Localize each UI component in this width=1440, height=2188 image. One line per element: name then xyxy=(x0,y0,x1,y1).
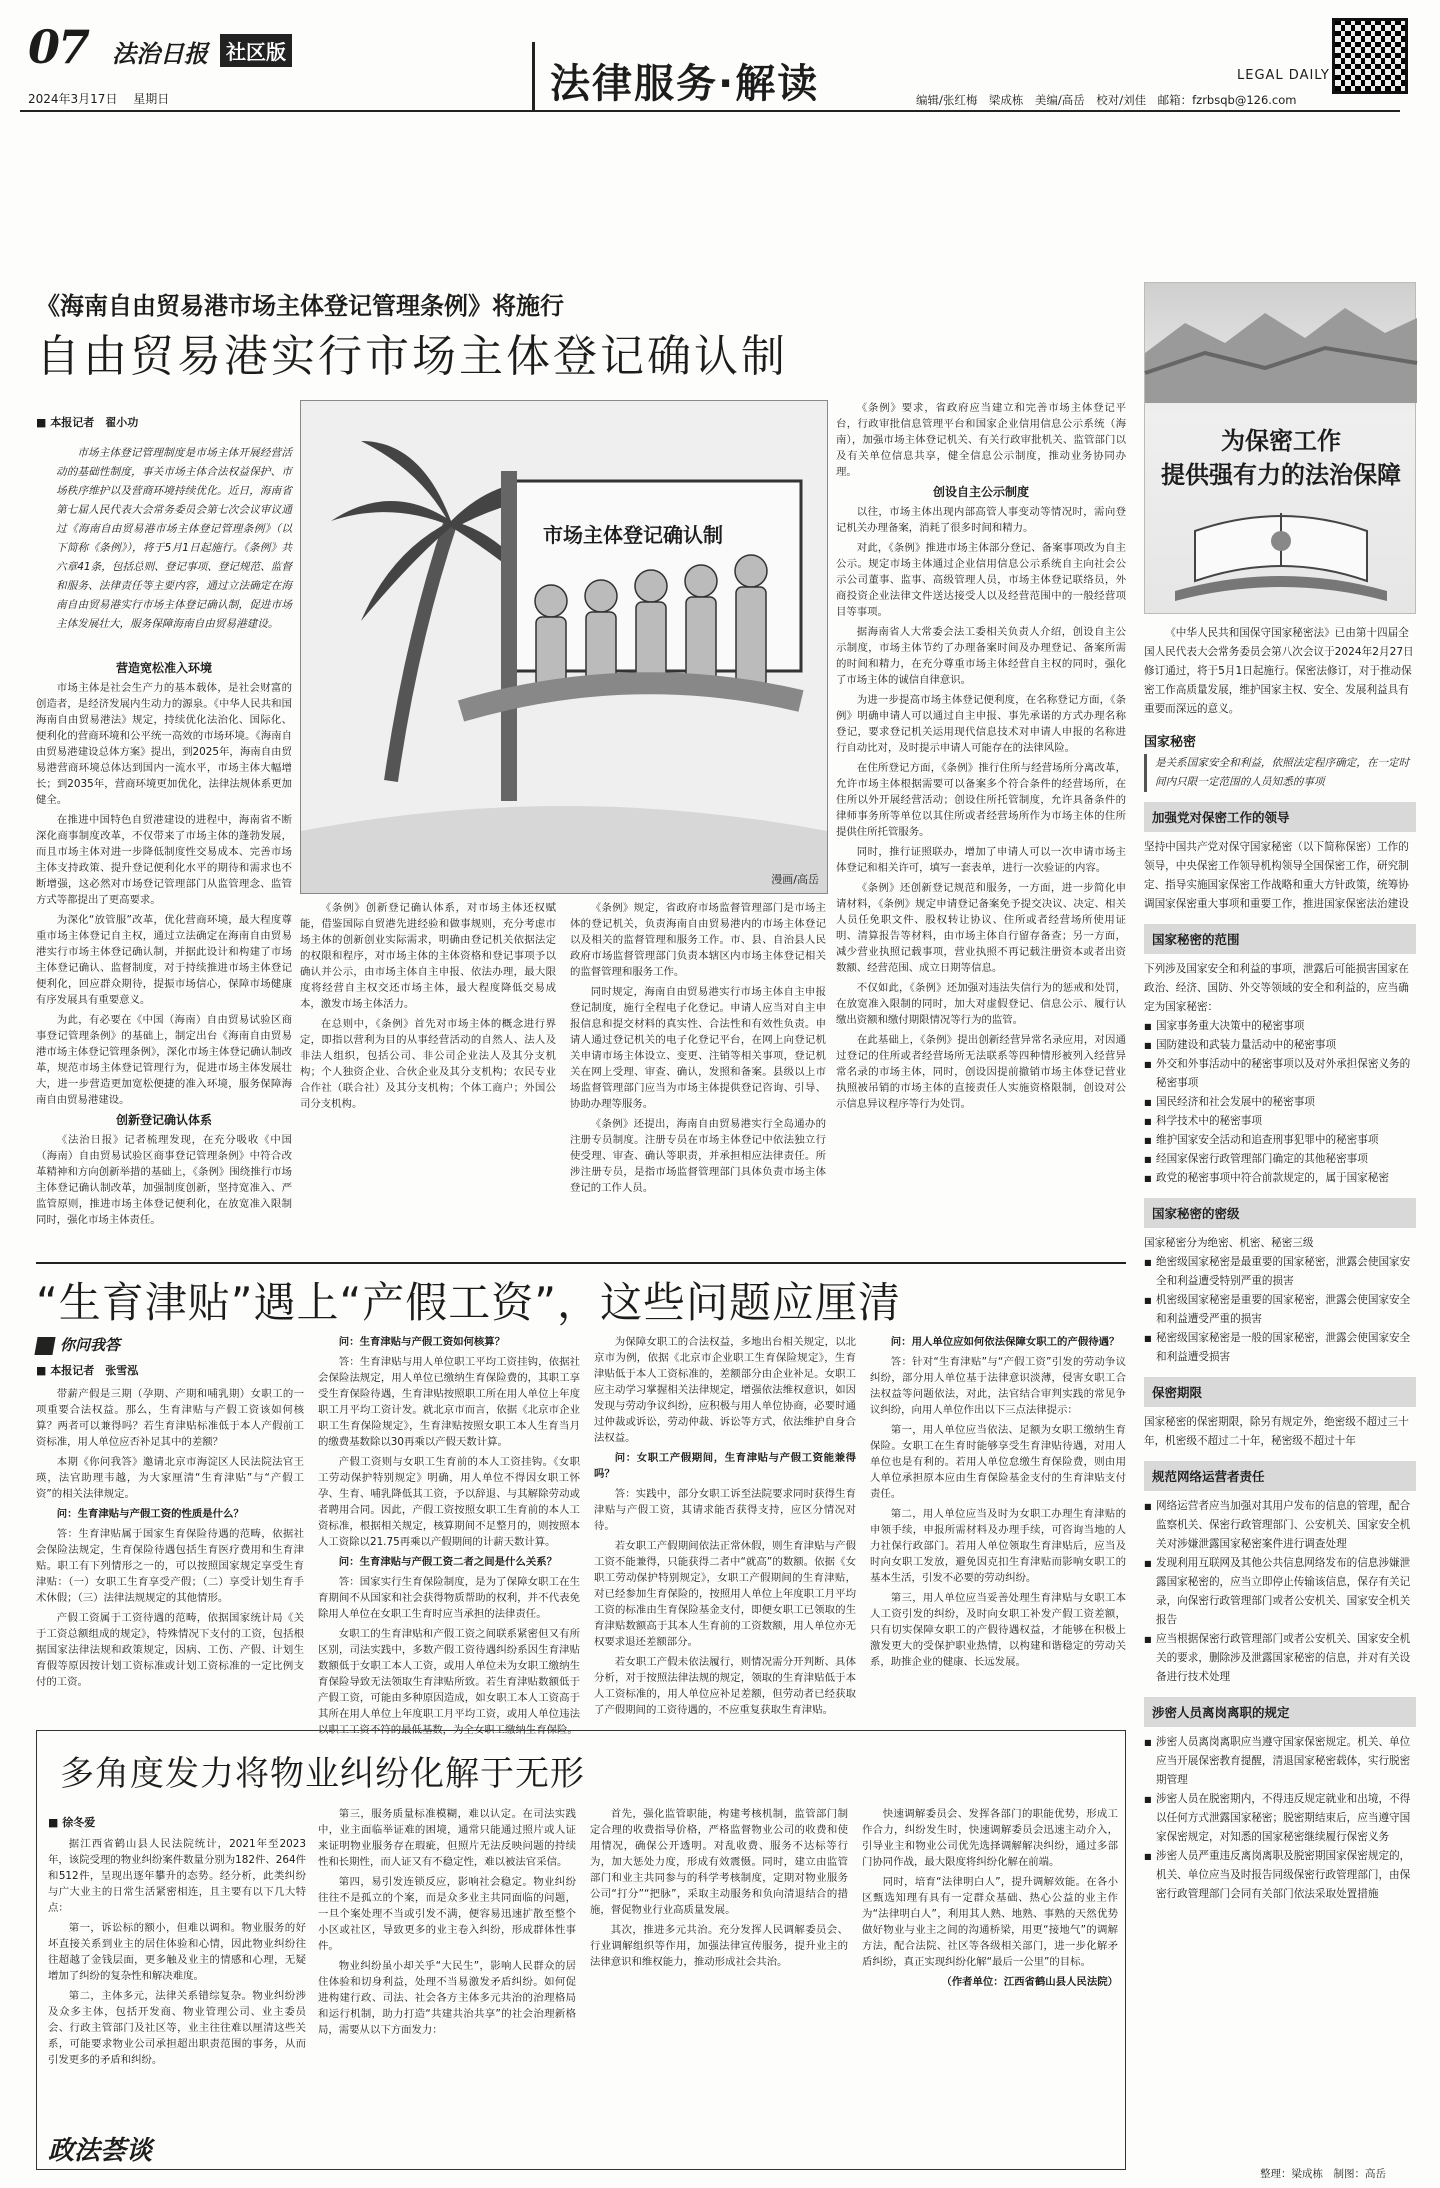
paper-name: 法治日报 xyxy=(112,39,208,68)
answer: 第一，用人单位应当依法、足额为女职工缴纳生育保险。女职工在生育时能够享受生育津贴待遇，对用人单位也是有利的。若用人单位怠缴生育保险费，则由用人单位承担原本应由生育保险基金支付的生育津贴支付责任。 xyxy=(870,1424,1126,1500)
question: 问：用人单位应如何依法保障女职工的产假待遇？ xyxy=(890,1336,1120,1348)
answer: 第二，用人单位应当及时为女职工办理生育津贴的申领手续，申报所需材料及办理手续，可咨询当地的人力社保行政部门。若用人单位领取生育津贴后，应当及时向女职工发放，避免因克扣生育津贴而影响女职工的基本生活，引发不必要的劳动纠纷。 xyxy=(870,1508,1126,1584)
paragraph: 《条例》要求，省政府应当建立和完善市场主体登记平台，行政审批信息管理平台和国家企业信用信息公示系统（海南），加强市场主体登记机关、有关行政审批机关、监管部门以及有关单位信息共享，健全信息公示制度，推动业务协同办理。 xyxy=(836,402,1126,478)
paragraph: 为进一步提高市场主体登记便利度，在名称登记方面，《条例》明确申请人可以通过自主申报、事先承诺的方式办理名称登记，要求登记机关运用现代信息技术对申请人申报的名称进行自动比对，及时提示申请人可能存在的法律风险。 xyxy=(836,694,1126,754)
answer: 女职工的生育津贴和产假工资之间联系紧密但又有所区别，司法实践中，多数产假工资待遇纠纷系因生育津贴数额低于女职工本人工资，或用人单位未为女职工缴纳生育保险导致无法领取生育津贴所致。若生育津贴数额低于产假工资，可能由多种原因造成，如女职工本人工资高于其所在用人单位上年度职工月平均工资，或用人单位违法以职工工资不符的最低基数，为全女职工缴纳生育保险。 xyxy=(318,1628,580,1736)
paragraph: 物业纠纷虽小却关乎“大民生”，影响人民群众的居住体验和切身利益，处理不当易激发矛盾纠纷。如何促进构建行政、司法、社会各方主体多元共治的治理格局和运行机制，助力打造“共建共治共享”的社会治理新格局，需要从以下方面发力： xyxy=(318,1960,576,2036)
section-head-leadership: 加强党对保密工作的领导 xyxy=(1144,802,1416,832)
paragraph: 《条例》规定，省政府市场监督管理部门是市场主体的登记机关，负责海南自由贸易港内的市场主体登记以及相关的监督管理和服务工作。市、县、自治县人民政府市场监督管理部门负责本辖区内市场主体登记相关的监督管理和服务工作。 xyxy=(570,902,826,978)
section-text-scope: 下列涉及国家安全和利益的事项，泄露后可能损害国家在政治、经济、国防、外交等领域的安全和利益的，应当确定为国家秘密： xyxy=(1144,963,1409,1013)
article-3-col-3 xyxy=(590,1806,848,2162)
list-item: ■ 涉密人员在脱密期内，不得违反规定就业和出境，不得以任何方式泄露国家秘密；脱密期结束后，应当遵守国家保密规定，对知悉的国家秘密继续履行保密义务 xyxy=(1144,1790,1416,1847)
paragraph: 第一，诉讼标的额小，但难以调和。物业服务的好坏直接关系到业主的居住体验和心情，因此物业纠纷往往超越了金钱层面，更多触及业主的情感和心理，无疑增加了纠纷的复杂性和解决难度。 xyxy=(48,1922,306,1982)
paragraph: 同时，培育“法律明白人”，提升调解效能。在各小区甄选知理有具有一定群众基础、热心公益的业主作为“法律明白人”，利用其人熟、地熟、事熟的天然优势做好物业与业主之间的沟通桥梁，用更“接地气”的调解方法，配合法院、社区等各级相关部门，进一步化解矛盾纠纷，真正实现纠纷化解“最后一公里”的目标。 xyxy=(862,1876,1118,1968)
list-item: ■ 秘密级国家秘密是一般的国家秘密，泄露会使国家安全和利益遭受损害 xyxy=(1144,1329,1416,1367)
answer: 答：生育津贴与用人单位职工平均工资挂钩，依据社会保险法规定，用人单位已缴纳生育保险费的，其职工享受生育保险待遇，生育津贴按照职工所在用人单位上年度职工月平均工资计发。就北京市而言，依据《北京市企业职工生育保险规定》，生育津贴按照女职工本人生育当月的缴费基数除以30再乘以产假天数计算。 xyxy=(318,1356,580,1448)
page-number: 07 xyxy=(28,20,89,74)
sidebar-title-line-2: 提供强有力的法治保障 xyxy=(1161,461,1401,489)
subhead-2: 创新登记确认体系 xyxy=(115,1113,212,1127)
paragraph: 《条例》还提出，海南自由贸易港实行全岛通办的注册专员制度。注册专员在市场主体登记中依法独立行使受理、审查、确认等职责，并承担相应法律责任。所涉注册专员，是指市场监督管理部门具体负责市场主体登记的工作人员。 xyxy=(570,1118,826,1194)
sidebar-title-line-1: 为保密工作 xyxy=(1221,427,1341,455)
list-item: ■ 机密级国家秘密是重要的国家秘密，泄露会使国家安全和利益遭受严重的损害 xyxy=(1144,1291,1416,1329)
issue-date xyxy=(28,90,169,107)
square-icon: ■ xyxy=(36,1364,51,1377)
paragraph: 《法治日报》记者梳理发现，在充分吸收《中国（海南）自由贸易试验区商事登记管理条例》中符合改革精神和方向创新举措的基础上，《条例》围绕推行市场主体登记确认制改革，加强制度创新，坚持宽准入、严监管原则，推进市场主体登记便利化，在放宽准入限制同时，强化市场主体责任。 xyxy=(36,1134,292,1226)
section-text-period: 国家秘密的保密期限，除另有规定外，绝密级不超过三十年，机密级不超过二十年，秘密级不超过十年 xyxy=(1144,1416,1409,1447)
sidebar-secrecy-law xyxy=(1144,282,1416,1904)
section-text-levels: 国家秘密分为绝密、机密、秘密三级 xyxy=(1144,1237,1314,1249)
article-1-col-2 xyxy=(300,900,556,1250)
sidebar-header-image xyxy=(1144,282,1416,614)
list-item: ■ 涉密人员离岗离职应当遵守国家保密规定。机关、单位应当开展保密教育提醒，清退国家秘密载体，实行脱密期管理 xyxy=(1144,1733,1416,1790)
law-book-illustration xyxy=(1145,501,1417,611)
article-1-kicker: 《海南自由贸易港市场主体登记管理条例》将施行 xyxy=(36,292,564,320)
paragraph: 在住所登记方面，《条例》推行住所与经营场所分离改革，允许市场主体根据需要可以备案多个符合条件的经营场所，在住所以外开展经营活动；创设住所托管制度，允许具备条件的律师事务所等单位以其住所或者经营场所作为市场主体的住所提供住所托管服务。 xyxy=(836,762,1126,838)
qr-code[interactable] xyxy=(1332,18,1408,94)
paragraph: 第三，服务质量标准模糊，难以认定。在司法实践中，业主面临举证难的困境，通常只能通过照片或人证来证明物业服务存在瑕疵，但照片无法反映问题的持续性和长期性，而人证又有不稳定性，难以被法官采信。 xyxy=(318,1808,576,1868)
paragraph: 以往，市场主体出现内部高管人事变动等情况时，需向登记机关办理备案，消耗了很多时间和精力。 xyxy=(836,506,1126,534)
paragraph: 同时规定，海南自由贸易港实行市场主体自主申报登记制度，施行全程电子化登记。申请人应当对自主申报信息和提交材料的真实性、合法性和有效性负责。申请人通过登记机关的电子化登记平台，在网上向登记机关申请市场主体设立、变更、注销等相关事项，登记机关在网上受理、审查、确认，发照和备案。县级以上市场监督管理部门应当为市场主体提供登记咨询、引导、协助办理等服务。 xyxy=(570,986,826,1110)
sidebar-credit: 整理：梁成栋 制图：高岳 xyxy=(1260,2168,1386,2180)
edition-badge: 社区版 xyxy=(220,34,292,67)
definition-text: 是关系国家安全和利益，依照法定程序确定，在一定时间内只限一定范围的人员知悉的事项 xyxy=(1144,754,1416,792)
great-wall-illustration xyxy=(1145,283,1417,403)
paragraph: 带薪产假是三期（孕期、产期和哺乳期）女职工的一项重要合法权益。那么，生育津贴与产假工资该如何核算？两者可以兼得吗？若生育津贴标准低于本人产假前工资标准，用人单位应否补足其中的差额？ xyxy=(36,1388,304,1448)
editor-credits: 编辑/张红梅 梁成栋 美编/高岳 校对/刘佳 邮箱：fzrbsqb@126.com xyxy=(916,93,1297,107)
list-item: ■ 国家事务重大决策中的秘密事项 xyxy=(1144,1017,1416,1036)
column-logo-zhengfa: 政法荟谈 xyxy=(48,2136,153,2166)
list-item: ■ 维护国家安全活动和追查刑事犯罪中的秘密事项 xyxy=(1144,1131,1416,1150)
section-head-scope: 国家秘密的范围 xyxy=(1144,924,1416,954)
cartoon-credit: 漫画/高岳 xyxy=(771,873,819,886)
article-1-title: 自由贸易港实行市场主体登记确认制 xyxy=(36,331,788,382)
square-icon: ■ xyxy=(36,416,51,429)
paragraph: 在此基础上，《条例》提出创新经营异常名录应用，对因通过登记的住所或者经营场所无法联系等四种情形被列入经营异常名录的市场主体，同时，创设因提前撤销市场主体登记营业执照被吊销的市场主体的直接责任人实施资格限制，创设对公示信息异议程序等行为处罚。 xyxy=(836,1034,1126,1110)
paragraph: 在推进中国特色自贸港建设的进程中，海南省不断深化商事制度改革，不仅带来了市场主体的蓬勃发展，而且市场主体对进一步降低制度性交易成本、完善市场主体支持政策、提升登记便利化水平的期待和需求也不断增强，这必然对市场登记管理部门从监管理念、监管方式等都提出了更高要求。 xyxy=(36,814,292,906)
article-2-byline: ■ 本报记者 张雪泓 xyxy=(36,1364,139,1377)
list-item: ■ 发现利用互联网及其他公共信息网络发布的信息涉嫌泄露国家秘密的，应当立即停止传输该信息，保存有关记录，向保密行政管理部门或者公安机关、国家安全机关报告 xyxy=(1144,1554,1416,1630)
cartoon-sign-text: 市场主体登记确认制 xyxy=(543,523,723,547)
paragraph: 首先，强化监管职能，构建考核机制，监管部门制定合理的收费指导价格，严格监督物业公司的收费和使用情况，确保公开透明。对乱收费、服务不达标等行为，加大惩处力度，形成有效震慑。同时，建立由监管部门和业主共同参与的科学考核制度，定期对物业服务公司“打分”“把脉”，采取主动服务和负向清退结合的措施，督促物业行业高质量发展。 xyxy=(590,1808,848,1916)
article-1-lead xyxy=(56,444,292,638)
paragraph: 第二，主体多元，法律关系错综复杂。物业纠纷涉及众多主体，包括开发商、物业管理公司、业主委员会、行政主管部门及社区等，业主往往难以厘清这些关系，可能要求物业公司承担超出职责范围的事务，从而引发更多的矛盾和纠纷。 xyxy=(48,1990,306,2066)
legal-daily-label: LEGAL DAILY xyxy=(1237,68,1330,83)
paragraph: 其次，推进多元共治。充分发挥人民调解委员会、行业调解组织等作用，加强法律宣传服务，提升业主的法律意识和维权能力，推动形成社会共治。 xyxy=(590,1924,848,1968)
section-title: 法律服务·解读 xyxy=(550,61,820,107)
list-item: ■ 经国家保密行政管理部门确定的其他秘密事项 xyxy=(1144,1150,1416,1169)
article-2-col-3 xyxy=(594,1334,856,1716)
list-item: ■ 网络运营者应当加强对其用户发布的信息的管理，配合监察机关、保密行政管理部门、公安机关、国家安全机关对涉嫌泄露国家秘密案件进行调查处理 xyxy=(1144,1497,1416,1554)
masthead-rule xyxy=(20,110,1400,112)
masthead xyxy=(20,14,1420,234)
cartoon-drawing xyxy=(301,401,827,893)
section-text-leadership: 坚持中国共产党对保守国家秘密（以下简称保密）工作的领导，中央保密工作领导机构领导全国保密工作，研究制定、指导实施国家保密工作战略和重大方针政策，统筹协调国家保密重大事项和重要工作，推进国家保密法治建设 xyxy=(1144,841,1409,910)
answer: 第三，用人单位应当妥善处理生育津贴与女职工本人工资引发的纠纷，及时向女职工补发产假工资差额，只有切实保障女职工的产假待遇权益，才能够在积极上激发更大的受保护职业热情，以构建和谐稳定的劳动关系，助推企业的健康、长远发展。 xyxy=(870,1592,1126,1668)
paragraph: 对此，《条例》推进市场主体部分登记、备案事项改为自主公示。规定市场主体通过企业信用信息公示系统自主向社会公示公司董事、监事、高级管理人员，市场主体登记联络员，外商投资企业法律文件送达接受人以及经营范围中的一般经营项目等事项。 xyxy=(836,542,1126,618)
question: 问：生育津贴与产假工资如何核算？ xyxy=(338,1336,506,1348)
answer: 产假工资属于工资待遇的范畴，依据国家统计局《关于工资总额组成的规定》，特殊情况下支付的工资，包括根据国家法律法规和政策规定，因病、工伤、产假、计划生育假等原因按计划工资标准或计划工资标准的一定比例支付的工资。 xyxy=(36,1612,304,1688)
answer: 若女职工产假未依法履行，则情况需分开判断、具体分析，对于按照法律法规的规定，领取的生育津贴低于本人工资标准的，用人单位应补足差额，但劳动者已经获取了产假期间的工资待遇的，不应重复获取生育津贴。 xyxy=(594,1656,856,1716)
answer: 为保障女职工的合法权益，多地出台相关规定，以北京市为例，依据《北京市企业职工生育保险规定》，生育津贴低于本人工资标准的，差额部分由企业补足。女职工应主动学习掌握相关法律规定，增强依法维权意识，如因发现与劳动争议纠纷，应积极与用人单位协商，必要时通过仲裁或诉讼，劳动仲裁、诉讼等方式，依法维护自身合法权益。 xyxy=(594,1336,856,1444)
article-3-col-1 xyxy=(48,1836,306,2126)
section-head-period: 保密期限 xyxy=(1144,1377,1416,1407)
cartoon-illustration xyxy=(300,400,828,894)
section-divider xyxy=(36,1262,1126,1264)
list-item: ■ 国民经济和社会发展中的秘密事项 xyxy=(1144,1093,1416,1112)
paragraph: 为深化“放管服”改革，优化营商环境，最大程度尊重市场主体登记自主权，通过立法确定在海南自由贸易港实行市场主体登记确认制，并据此设计和构建了市场主体登记确认、监督制度，对于持续推进市场主体登记便利化，回应群众期待，提振市场信心，保障市场健康有序发展具有重要意义。 xyxy=(36,914,292,1006)
subhead-1: 营造宽松准入环境 xyxy=(115,661,212,675)
list-item: ■ 国防建设和武装力量活动中的秘密事项 xyxy=(1144,1036,1416,1055)
list-item: ■ 应当根据保密行政管理部门或者公安机关、国家安全机关的要求，删除涉及泄露国家秘密的信息，并对有关设备进行技术处理 xyxy=(1144,1630,1416,1687)
section-head-network: 规范网络运营者责任 xyxy=(1144,1461,1416,1491)
paragraph: 《条例》还创新登记规范和服务，一方面，进一步简化申请材料，《条例》规定申请登记备案免予提交决议、决定、相关人员任免职文件、股权转让协议、住所或者经营场所使用证明、清算报告等材料，由市场主体自行留存备查；另一方面，减少营业执照记载事项，营业执照不再记载注册资本或者出资数额、经营范围、成立日期等信息。 xyxy=(836,882,1126,974)
definition-head: 国家秘密 xyxy=(1144,735,1197,750)
question: 问：女职工产假期间，生育津贴与产假工资能兼得吗？ xyxy=(594,1452,856,1480)
article-3-byline: ■ 徐冬爱 xyxy=(48,1816,96,1829)
subhead-3: 创设自主公示制度 xyxy=(932,485,1029,499)
paragraph: 本期《你问我答》邀请北京市海淀区人民法院法官王瑛，法官助理韦越，为大家厘清“生育津贴”与“产假工资”的相关法律规定。 xyxy=(36,1456,304,1500)
list-item: ■ 绝密级国家秘密是最重要的国家秘密，泄露会使国家安全和利益遭受特别严重的损害 xyxy=(1144,1253,1416,1291)
paragraph: 《条例》创新登记确认体系，对市场主体还权赋能，借鉴国际自贸港先进经验和做事规则，充分考虑市场主体的创新创业实际需求，明确由登记机关依据法定的权限和程序，对市场主体的主体资格和登记事项予以确认并公示，由市场主体自主申报、依法办理，最大限度将经营自主权交还市场主体，最大程度降低交易成本，激发市场主体活力。 xyxy=(300,902,556,1010)
list-item: ■ 外交和外事活动中的秘密事项以及对外承担保密义务的秘密事项 xyxy=(1144,1055,1416,1093)
article-2-col-1 xyxy=(36,1386,304,1716)
article-1-col-3 xyxy=(570,900,826,1250)
definition-box xyxy=(1144,731,1416,792)
answer: 若女职工产假期间依法正常休假，则生育津贴与产假工资不能兼得，只能获得二者中“就高”的数额。依据《女职工劳动保护特别规定》，女职工产假期间的生育津贴，对已经参加生育保险的，按照用人单位上年度职工月平均工资的标准由生育保险基金支付，即便女职工已领取的生育津贴数额高于其本人生育前的工资数额，用人单位亦无权要求退还差额部分。 xyxy=(594,1540,856,1648)
article-3-col-4 xyxy=(862,1806,1118,2162)
date: 2024年3月17日 xyxy=(28,92,118,106)
question: 问：生育津贴与产假工资二者之间是什么关系？ xyxy=(338,1556,557,1568)
paragraph: 不仅如此，《条例》还加强对违法失信行为的惩戒和处罚，在放宽准入限制的同时，加大对虚假登记、信息公示、履行认缴出资额和缴付期限情况等行为的监管。 xyxy=(836,982,1126,1026)
article-2-col-4 xyxy=(870,1334,1126,1716)
answer: 答：国家实行生育保险制度，是为了保障女职工在生育期间不从国家和社会获得物质帮助的权利，并不代表免除用人单位在女职工生育时应当承担的法律责任。 xyxy=(318,1576,580,1620)
article-3-title: 多角度发力将物业纠纷化解于无形 xyxy=(60,1754,585,1794)
answer: 产假工资则与女职工生育前的本人工资挂钩。《女职工劳动保护特别规定》明确，用人单位不得因女职工怀孕、生育、哺乳降低其工资，予以辞退、与其解除劳动或者聘用合同。因此，产假工资按照女职工生育前的本人工资标准，根据相关规定，核算期间不足整月的，则按照本人工资除以21.75再乘以产假期间的计薪天数计算。 xyxy=(318,1456,580,1548)
article-2-title: “生育津贴”遇上“产假工资”，这些问题应厘清 xyxy=(36,1278,902,1327)
levels-list xyxy=(1144,1253,1416,1367)
section-head-resignation: 涉密人员离岗离职的规定 xyxy=(1144,1697,1416,1727)
question: 问：生育津贴与产假工资的性质是什么？ xyxy=(56,1508,244,1520)
answer: 答：实践中，部分女职工诉至法院要求同时获得生育津贴与产假工资，其请求能否获得支持，应区分情况对待。 xyxy=(594,1488,856,1532)
section-head-levels: 国家秘密的密级 xyxy=(1144,1198,1416,1228)
paragraph: 据海南省人大常委会法工委相关负责人介绍，创设自主公示制度，市场主体节约了办理备案时间及办理登记、备案所需的时间和精力，在充分尊重市场主体经营自主权的同时，强化了市场主体的诚信自律意识。 xyxy=(836,626,1126,686)
lead-paragraph: 市场主体登记管理制度是市场主体开展经营活动的基础性制度，事关市场主体合法权益保护、市场秩序维护以及营商环境持续优化。近日，海南省第七届人民代表大会常务委员会第七次会议审议通过《海南自由贸易港市场主体登记管理条例》（以下简称《条例》），将于5月1日起施行。《条例》共六章41条，包括总则、登记事项、登记规范、监督和服务、法律责任等主要内容，通过立法确定在海南自由贸易港实行市场主体登记确认制，促进市场主体发展壮大，服务保障海南自由贸易港建设。 xyxy=(56,447,292,630)
resignation-list xyxy=(1144,1733,1416,1904)
paragraph: 第四，易引发连锁反应，影响社会稳定。物业纠纷往往不是孤立的个案，而是众多业主共同面临的问题，一旦个案处理不当或引发不满，便容易迅速扩散至整个小区或社区，导致更多的业主卷入纠纷，形成群体性事件。 xyxy=(318,1876,576,1952)
sidebar-intro: 《中华人民共和国保守国家秘密法》已由第十四届全国人民代表大会常务委员会第八次会议于2024年2月27日修订通过，将于5月1日起施行。保密法修订，对于推动保密工作高质量发展，维护国家主权、安全、发展利益具有重要而深远的意义。 xyxy=(1144,627,1414,715)
paragraph: 同时，推行证照联办，增加了申请人可以一次申请市场主体登记和相关许可，填写一套表单，进行一次验证的内容。 xyxy=(836,846,1126,874)
paragraph: 市场主体是社会生产力的基本载体，是社会财富的创造者，是经济发展内生动力的源泉。《中华人民共和国海南自由贸易港法》规定，持续优化法治化、国际化、便利化的营商环境和公平统一高效的市场环境。《海南自由贸易港建设总体方案》提出，到2025年，海南自由贸易港营商环境总体达到国内一流水平，市场主体大幅增长；到2035年，营商环境更加优化，法律法规体系更加健全。 xyxy=(36,682,292,806)
article-1-byline: ■ 本报记者 翟小功 xyxy=(36,416,139,429)
article-2-col-2 xyxy=(318,1334,580,1736)
author-affiliation: （作者单位：江西省鹤山县人民法院） xyxy=(941,1976,1118,1988)
answer: 答：生育津贴属于国家生育保险待遇的范畴，依据社会保险法规定，生育保险待遇包括生育医疗费用和生育津贴。职工有下列情形之一的，可以按照国家规定享受生育津贴：（一）女职工生育享受产假；（二）享受计划生育手术休假；（三）法律法规规定的其他情形。 xyxy=(36,1528,304,1604)
weekday: 星期日 xyxy=(133,92,170,106)
column-logo-qa: 你问我答 xyxy=(36,1334,120,1355)
list-item: ■ 科学技术中的秘密事项 xyxy=(1144,1112,1416,1131)
paragraph: 快速调解委员会、发挥各部门的职能优势，形成工作合力，纠纷发生时，快速调解委员会迅速主动介入，引导业主和物业公司优先选择调解解决纠纷，通过多部门协同作战，最大限度将纠纷化解在前端。 xyxy=(862,1808,1118,1868)
article-1-col-4 xyxy=(836,400,1126,1250)
brush-icon xyxy=(34,1337,55,1355)
square-icon: ■ xyxy=(48,1816,63,1829)
paragraph: 为此，有必要在《中国（海南）自由贸易试验区商事登记管理条例》的基础上，制定出台《海南自由贸易港市场主体登记管理条例》，深化市场主体登记确认制改革，规范市场主体登记管理行为，促进市场主体发展壮大，进一步营造更加宽松便捷的准入环境，服务保障海南自由贸易港建设。 xyxy=(36,1014,292,1106)
masthead-divider-left xyxy=(532,42,535,110)
list-item: ■ 政党的秘密事项中符合前款规定的，属于国家秘密 xyxy=(1144,1169,1416,1188)
network-list xyxy=(1144,1497,1416,1687)
paragraph: 据江西省鹤山县人民法院统计，2021年至2023年，该院受理的物业纠纷案件数量分别为182件、264件和512件，呈现出逐年攀升的态势。经分析，此类纠纷与广大业主的日常生活紧密相连，且主要有以下几大特点： xyxy=(48,1838,306,1914)
article-3-col-2 xyxy=(318,1806,576,2162)
list-item: ■ 涉密人员严重违反离岗离职及脱密期国家保密规定的，机关、单位应当及时报告同级保密行政管理部门，由保密行政管理部门会同有关部门依法采取处置措施 xyxy=(1144,1847,1416,1904)
scope-list xyxy=(1144,1017,1416,1188)
article-1-col-1 xyxy=(36,660,292,1250)
paragraph: 在总则中，《条例》首先对市场主体的概念进行界定，即指以营利为目的从事经营活动的自然人、法人及非法人组织，包括公司、非公司企业法人及其分支机构；个人独资企业、合伙企业及其分支机构；农民专业合作社（联合社）及其分支机构；个体工商户；外国公司分支机构。 xyxy=(300,1018,556,1110)
answer: 答：针对“生育津贴”与“产假工资”引发的劳动争议纠纷，部分用人单位基于法律意识淡薄，侵害女职工合法权益等问题依法，对此，法官结合审判实践的常见争议纠纷，向用人单位作出以下三点法律提示： xyxy=(870,1356,1126,1416)
